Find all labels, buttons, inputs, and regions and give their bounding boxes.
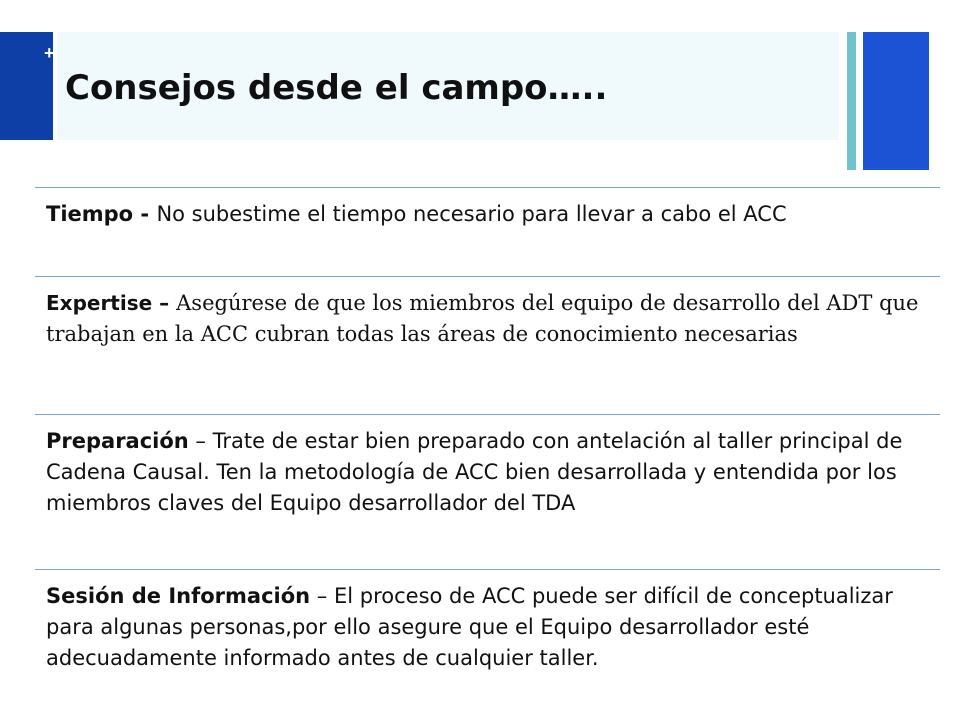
- tip-separator: –: [152, 291, 177, 315]
- right-teal-bar: [847, 32, 856, 170]
- tip-text: Asegúrese de que los miembros del equipo de desarrollo del ADT que trabajan en la ACC cubran todas las áreas de conocimiento necesarias: [46, 291, 919, 346]
- tip-label: Tiempo: [46, 202, 134, 226]
- tip-item-sesion: [35, 569, 940, 720]
- tip-text: El proceso de ACC puede ser difícil de conceptualizar para algunas personas,por ello asegure que el Equipo desarrollador esté adecuadamente informado antes de cualquier taller.: [46, 584, 893, 670]
- title-box: [57, 32, 839, 140]
- tip-separator: -: [133, 202, 157, 226]
- tip-separator: –: [310, 584, 334, 608]
- tip-label: Expertise: [46, 291, 153, 315]
- plus-icon: +: [44, 43, 55, 63]
- tip-item-tiempo: [35, 187, 940, 276]
- tip-label: Sesión de Información: [46, 584, 311, 608]
- right-blue-bar: [863, 32, 929, 170]
- tip-text: Trate de estar bien preparado con antelación al taller principal de Cadena Causal. Ten la metodología de ACC bien desarrollada y entendida por los miembros claves del Equipo desarrollador del TDA: [46, 429, 903, 515]
- tips-list: [35, 187, 940, 720]
- tip-text: No subestime el tiempo necesario para llevar a cabo el ACC: [156, 202, 787, 226]
- tip-item-expertise: [35, 276, 940, 414]
- tip-separator: –: [188, 429, 213, 453]
- tip-item-preparacion: [35, 414, 940, 569]
- page-title: Consejos desde el campo…..: [65, 68, 608, 108]
- tip-label: Preparación: [46, 429, 189, 453]
